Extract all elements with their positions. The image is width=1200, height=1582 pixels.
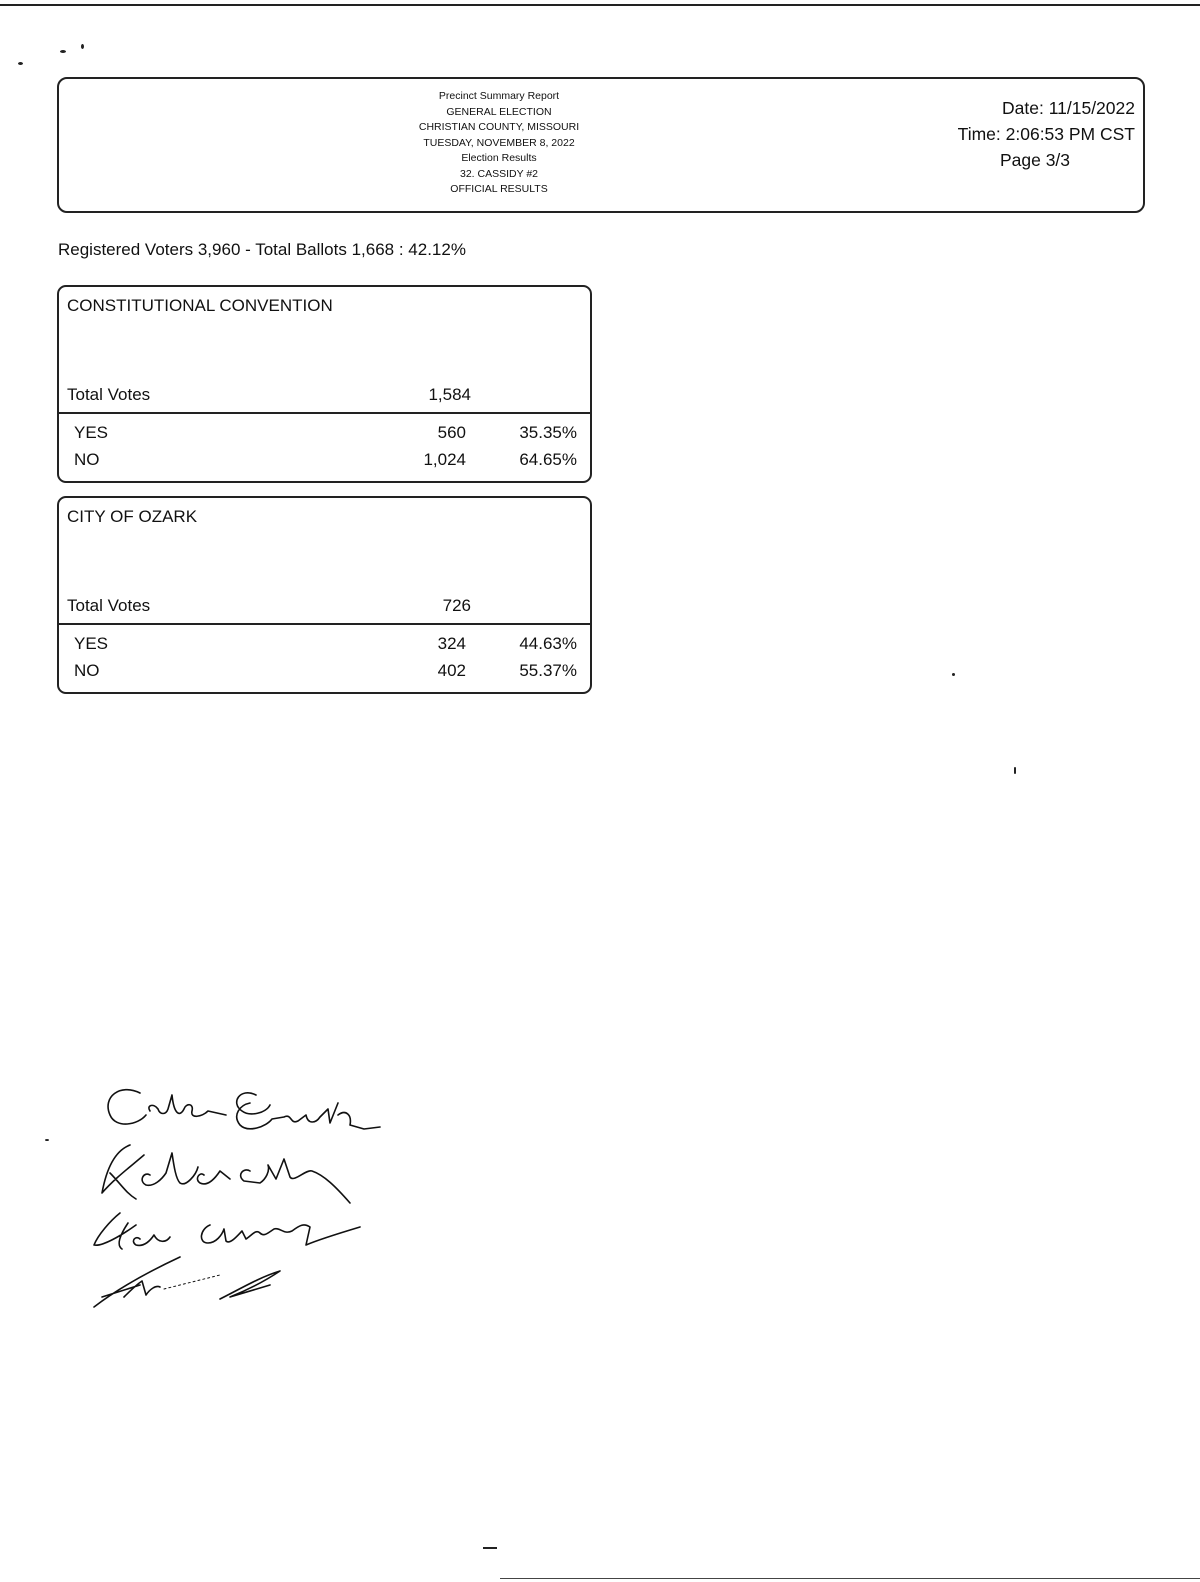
signature-3 — [94, 1213, 360, 1249]
scan-edge-bottom — [500, 1578, 1200, 1579]
signature-1 — [108, 1090, 380, 1129]
signature-4-dash — [164, 1275, 220, 1289]
scan-speck — [81, 44, 84, 49]
choice-row — [74, 634, 584, 660]
signatures — [80, 1075, 460, 1345]
signature-4 — [94, 1257, 280, 1307]
choice-percent: 44.63% — [519, 634, 577, 653]
scan-edge-top — [0, 4, 1200, 6]
contest-title: CONSTITUTIONAL CONVENTION — [67, 296, 333, 315]
total-votes-value: 726 — [442, 596, 471, 615]
contest-city-of-ozark — [57, 496, 592, 694]
election-date: TUESDAY, NOVEMBER 8, 2022 — [423, 136, 575, 149]
election-name: GENERAL ELECTION — [446, 105, 552, 118]
results-label: Election Results — [461, 152, 537, 164]
contest-divider — [59, 412, 590, 414]
choice-votes: 402 — [437, 661, 466, 680]
choice-percent: 64.65% — [519, 450, 577, 469]
total-votes-label: Total Votes — [67, 596, 151, 615]
contest-divider — [59, 623, 590, 625]
report-type: Precinct Summary Report — [438, 90, 560, 102]
choice-label: YES — [74, 423, 109, 442]
choice-percent: 55.37% — [519, 661, 577, 680]
total-votes-label: Total Votes — [67, 385, 151, 404]
contest-constitutional-convention — [57, 285, 592, 483]
scan-speck — [18, 62, 23, 65]
report-meta — [915, 95, 1135, 173]
report-header — [57, 77, 1145, 213]
choice-votes: 560 — [437, 423, 466, 442]
choice-votes: 1,024 — [423, 450, 466, 469]
scan-speck — [483, 1547, 497, 1549]
choice-row — [74, 423, 584, 449]
choice-votes: 324 — [437, 634, 466, 653]
total-votes-value: 1,584 — [428, 385, 471, 404]
contest-title: CITY OF OZARK — [67, 507, 198, 526]
report-time: Time: 2:06:53 PM CST — [957, 124, 1135, 144]
scan-speck — [45, 1139, 49, 1141]
choice-label: NO — [74, 450, 100, 469]
choice-percent: 35.35% — [519, 423, 577, 442]
results-status: OFFICIAL RESULTS — [450, 183, 548, 195]
report-date: Date: 11/15/2022 — [1002, 98, 1135, 118]
choice-label: NO — [74, 661, 100, 680]
county-name: CHRISTIAN COUNTY, MISSOURI — [418, 121, 580, 133]
report-title-block — [389, 89, 609, 198]
precinct-name: 32. CASSIDY #2 — [459, 167, 539, 180]
signature-2 — [102, 1145, 350, 1203]
choice-row — [74, 450, 584, 476]
scan-speck — [952, 673, 955, 676]
scan-speck — [1014, 767, 1016, 774]
choice-label: YES — [74, 634, 109, 653]
turnout-summary: Registered Voters 3,960 - Total Ballots 1,668 : 42.12% — [58, 240, 466, 259]
choice-row — [74, 661, 584, 687]
scan-speck — [60, 50, 66, 53]
page-number: Page 3/3 — [999, 150, 1071, 170]
